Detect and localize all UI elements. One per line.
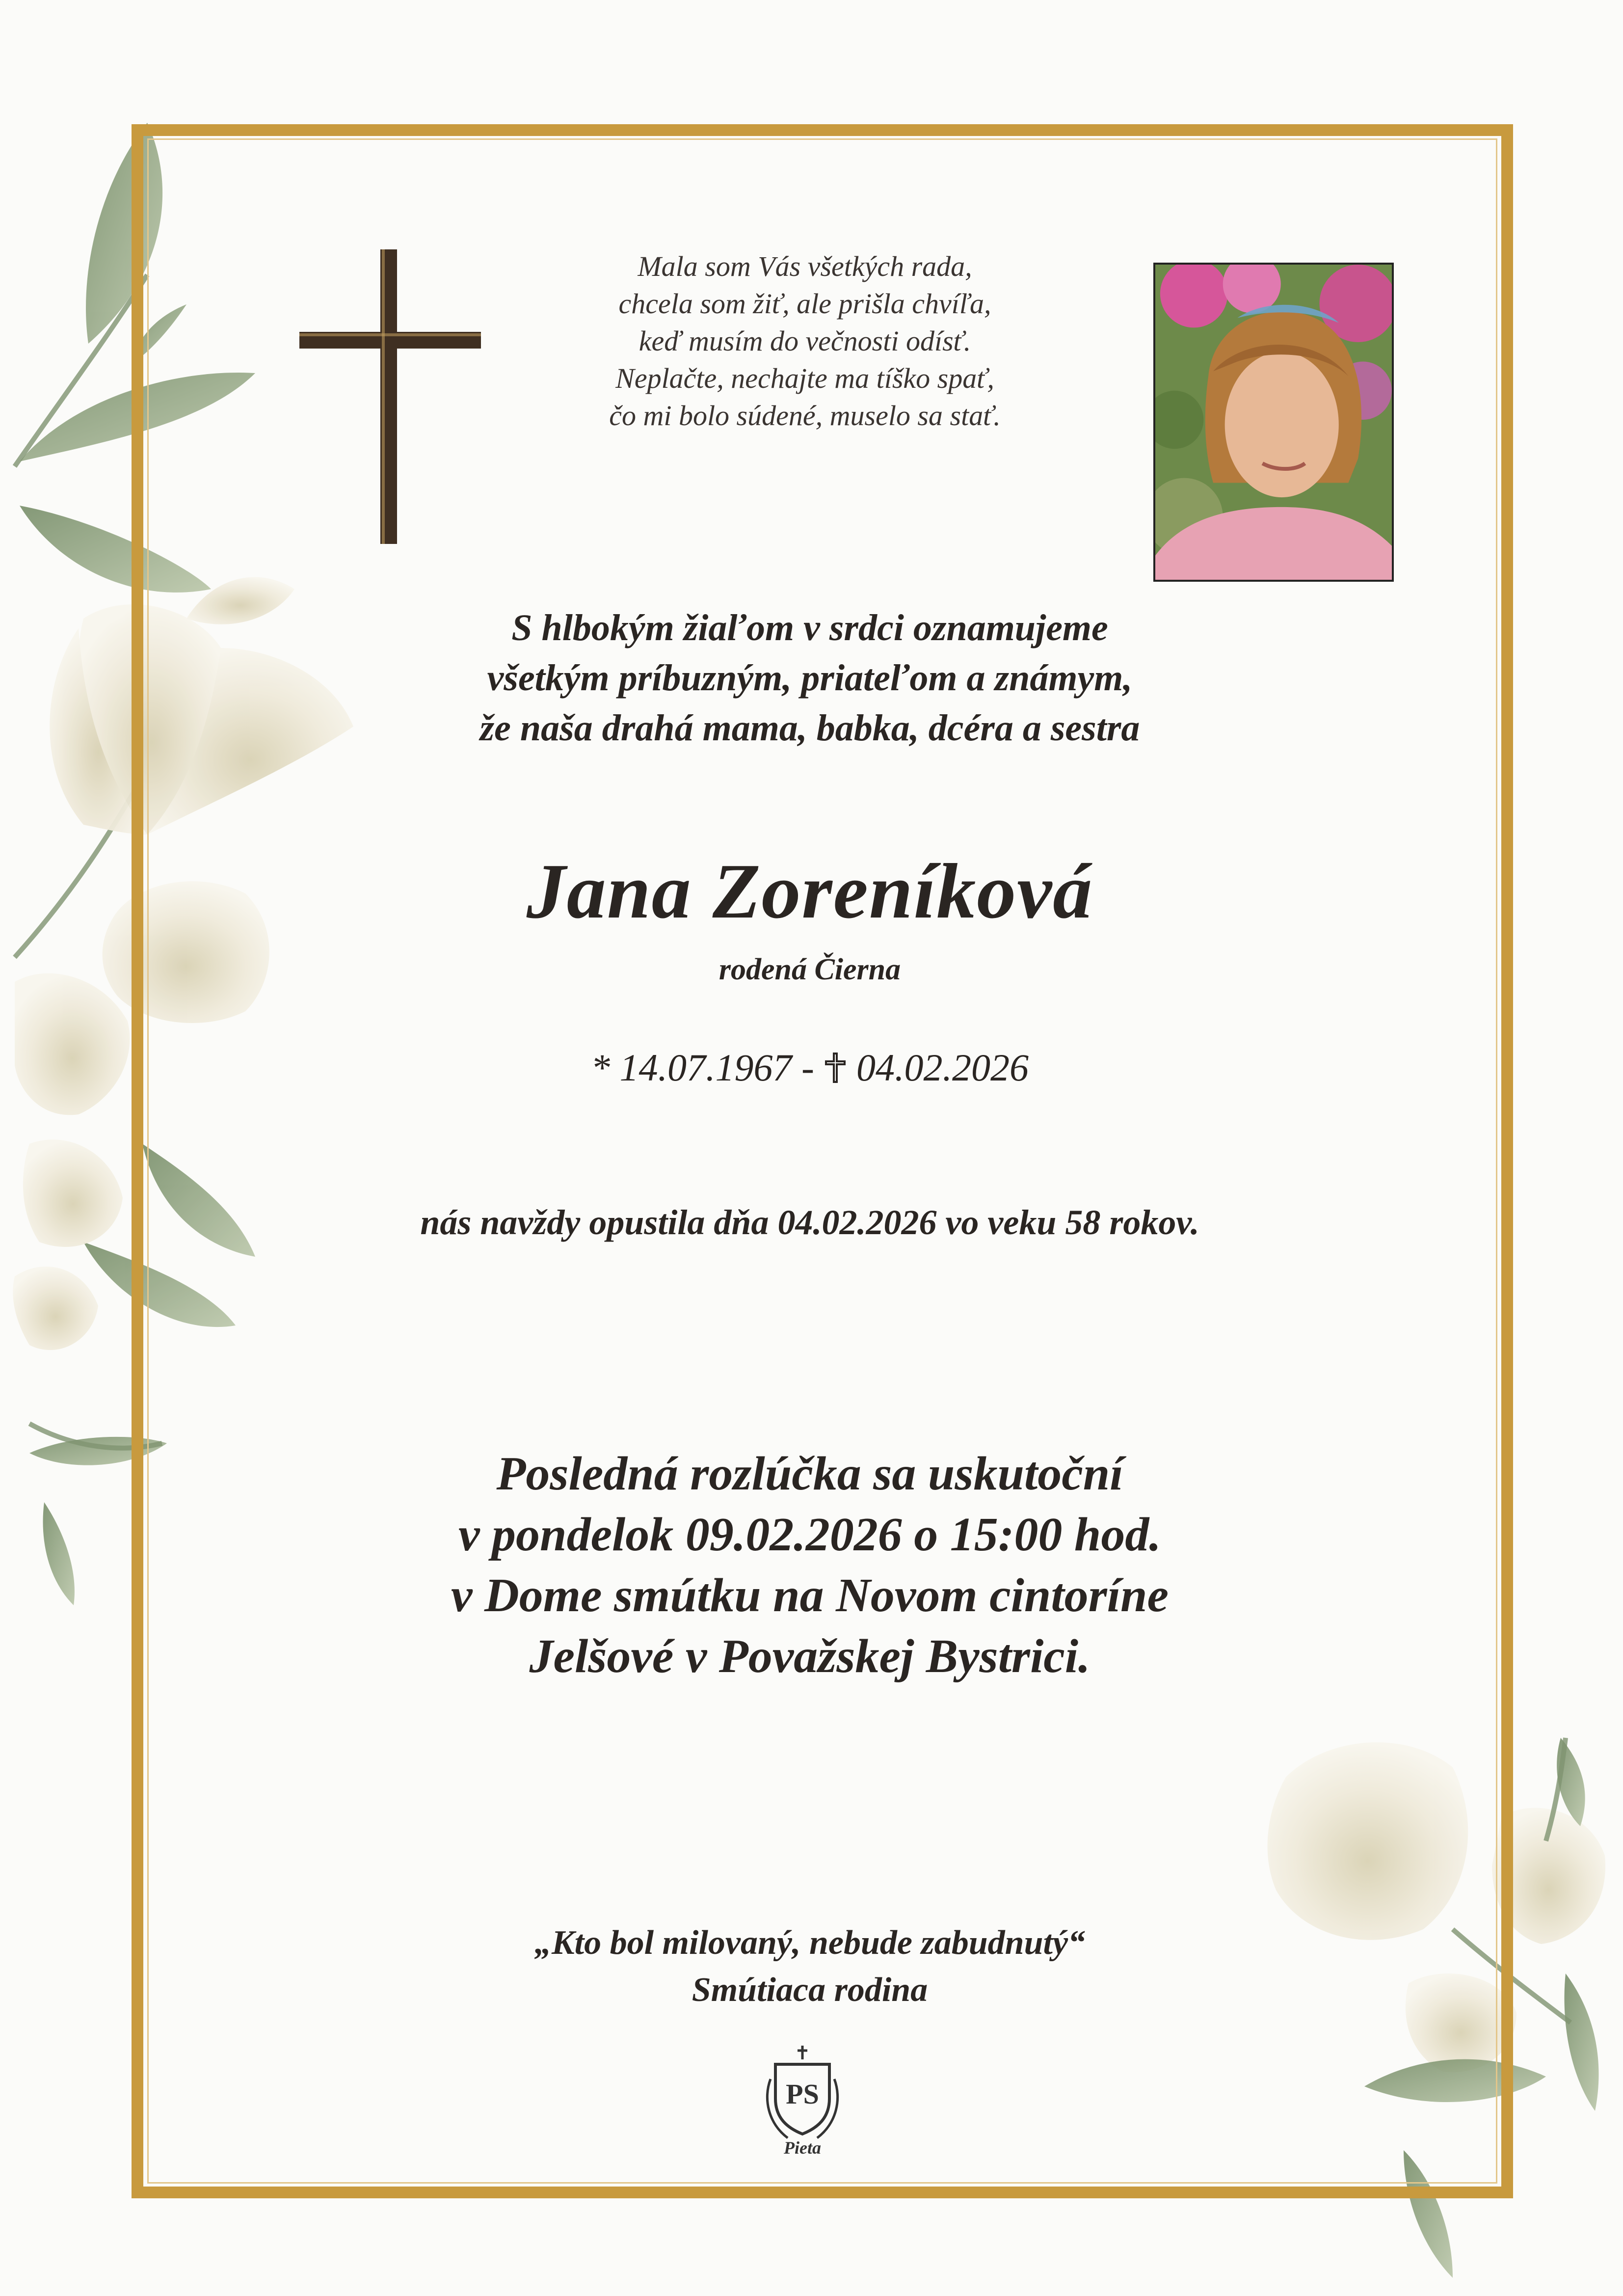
announcement-line: S hlbokým žiaľom v srdci oznamujeme	[511, 607, 1108, 648]
life-dates	[319, 1043, 1301, 1092]
poem-line: Neplačte, nechajte ma tíško spať,	[615, 362, 994, 394]
family-signature: Smútiaca rodina	[692, 1971, 928, 2009]
logo-monogram: PS	[786, 2078, 819, 2110]
poem-line: keď musím do večnosti odísť.	[639, 325, 971, 357]
pieta-logo	[758, 2045, 847, 2158]
passed-away-text: nás navždy opustila dňa 04.02.2026 vo veku 58 rokov.	[420, 1203, 1199, 1242]
funeral-info	[294, 1443, 1325, 1687]
closing-quote: „Kto bol milovaný, nebude zabudnutý“	[534, 1924, 1086, 1962]
small-cross-icon	[823, 1053, 848, 1083]
funeral-line: v pondelok 09.02.2026 o 15:00 hod.	[458, 1508, 1161, 1561]
announcement-text	[319, 603, 1301, 753]
death-date: 04.02.2026	[856, 1046, 1029, 1089]
funeral-line: v Dome smútku na Novom cintoríne	[451, 1569, 1169, 1622]
portrait-photo	[1153, 263, 1394, 582]
poem-line: chcela som žiť, ale prišla chvíľa,	[618, 288, 991, 320]
poem-line: Mala som Vás všetkých rada,	[638, 250, 972, 282]
deceased-name: Jana Zoreníková	[526, 847, 1093, 935]
announcement-line: že naša drahá mama, babka, dcéra a sestra	[479, 707, 1140, 749]
logo-text: Pieta	[784, 2138, 821, 2158]
funeral-line: Posledná rozlúčka sa uskutoční	[496, 1447, 1123, 1500]
cross-icon	[294, 249, 481, 544]
birth-date: * 14.07.1967 -	[591, 1046, 814, 1089]
closing-text	[393, 1919, 1227, 2014]
announcement-line: všetkým príbuzným, priateľom a známym,	[487, 657, 1133, 699]
maiden-name: rodená Čierna	[718, 953, 901, 986]
memorial-poem	[530, 248, 1080, 434]
poem-line: čo mi bolo súdené, muselo sa stať.	[609, 400, 1001, 432]
funeral-line: Jelšové v Považskej Bystrici.	[529, 1630, 1091, 1683]
